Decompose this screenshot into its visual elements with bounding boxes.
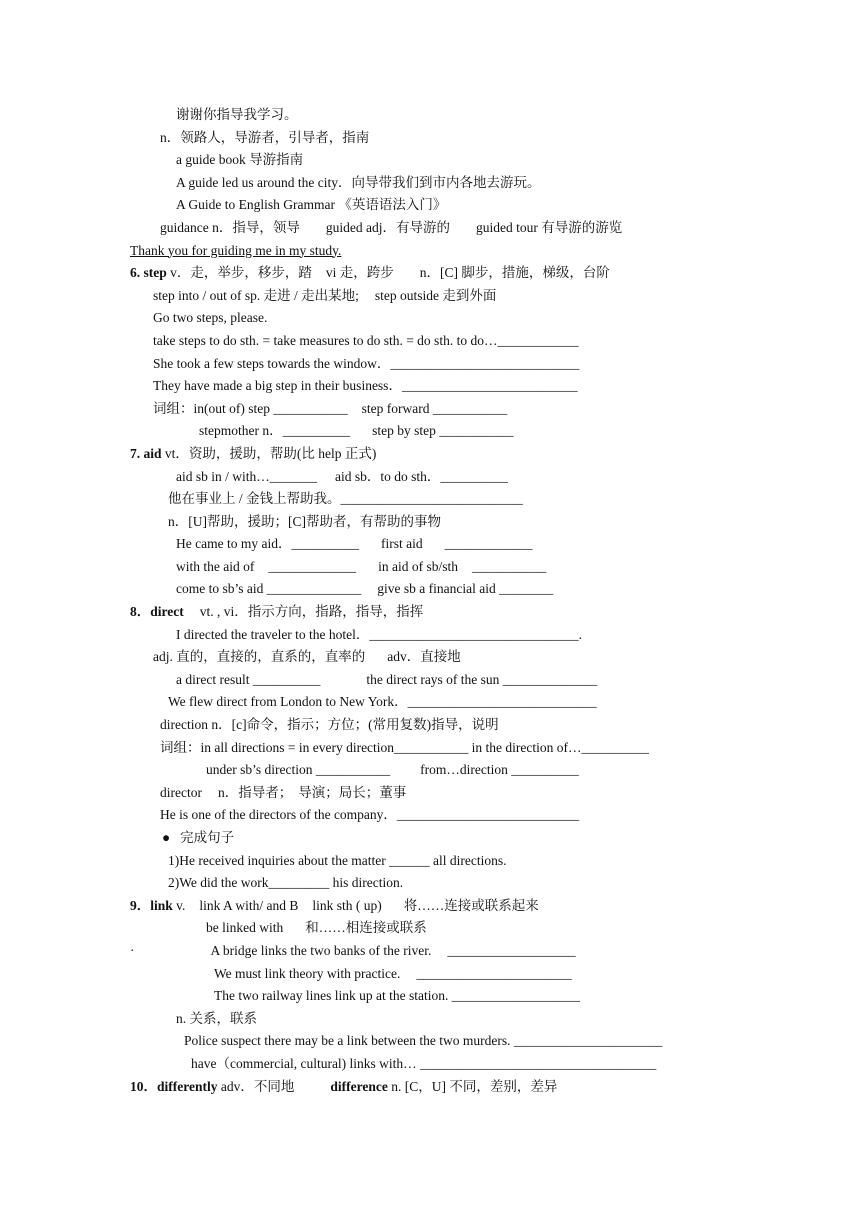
text-line <box>0 285 860 308</box>
text-line <box>0 307 860 330</box>
text-line <box>0 488 860 511</box>
text-run: n. 关系，联系 <box>176 1010 257 1026</box>
text-run: 10．differently <box>130 1078 218 1094</box>
text-run: 1)He received inquiries about the matter ______ all directions. <box>168 852 507 868</box>
text-run: the direct rays of the sun ______________ <box>366 671 598 687</box>
text-line <box>0 262 860 285</box>
text-run: 词组：in all directions = in every direction___________ in the direction of…__________ <box>160 739 650 755</box>
text-run: come to sb’s aid ______________ <box>176 581 362 597</box>
text-run: guidance n．指导，领导 <box>160 219 300 235</box>
text-run: He is one of the directors of the company．___________________________ <box>160 807 580 823</box>
text-run: in aid of sb/sth <box>378 558 458 574</box>
text-line <box>0 963 860 986</box>
text-line <box>0 104 860 127</box>
text-run: vt. , vi．指示方向，指路，指导，指挥 <box>199 604 424 620</box>
text-run: n．领路人，导游者，引导者，指南 <box>160 129 370 145</box>
text-line <box>0 217 860 240</box>
text-run: We must link theory with practice. <box>214 965 401 981</box>
text-line <box>0 872 860 895</box>
text-run: step outside 走到外面 <box>374 287 497 303</box>
text-run: 将……连接或联系起来 <box>403 897 539 913</box>
text-run: guided tour 有导游的游览 <box>475 219 623 235</box>
text-line <box>0 353 860 376</box>
text-line <box>0 646 860 669</box>
text-run: link sth ( up) <box>312 897 382 913</box>
text-line <box>0 1030 860 1053</box>
text-run: director <box>160 784 202 800</box>
document-page <box>0 104 860 1098</box>
text-line <box>0 466 860 489</box>
text-run: I directed the traveler to the hotel．_______________________________. <box>176 626 583 642</box>
text-line <box>0 691 860 714</box>
text-run: We flew direct from London to New York．____________________________ <box>168 694 597 710</box>
text-run: He came to my aid．__________ <box>176 536 359 552</box>
text-run: aid sb in / with…_______ <box>176 468 317 484</box>
text-line <box>0 669 860 692</box>
text-run: 他在事业上 / 金钱上帮助我。___________________________ <box>168 491 523 507</box>
text-line <box>0 533 860 556</box>
text-line <box>0 1053 860 1076</box>
text-run: A Guide to English Grammar 《英语语法入门》 <box>176 197 447 213</box>
text-run: a guide book 导游指南 <box>176 152 304 168</box>
text-run: be linked with <box>206 920 284 936</box>
text-run: 9．link <box>130 897 173 913</box>
text-run: ● <box>162 830 171 845</box>
text-line <box>0 172 860 195</box>
text-line <box>0 149 860 172</box>
text-line <box>0 511 860 534</box>
text-run: They have made a big step in their business．__________________________ <box>153 378 578 394</box>
text-run: 和……相连接或联系 <box>305 920 427 936</box>
text-run: with the aid of <box>176 558 255 574</box>
text-run: direction n．[c]命令，指示；方位；(常用复数)指导，说明 <box>160 717 499 733</box>
text-run: 导演；局长；董事 <box>298 784 407 800</box>
text-line <box>0 240 860 263</box>
text-run: 8．direct <box>130 604 184 620</box>
text-line <box>0 601 860 624</box>
text-run: Police suspect there may be a link between the two murders. ______________________ <box>184 1033 663 1049</box>
text-run: 完成句子 <box>180 830 235 845</box>
text-run: step by step ___________ <box>372 423 514 439</box>
text-run: guided adj．有导游的 <box>325 219 450 235</box>
text-line <box>0 443 860 466</box>
text-run: link A with/ and B <box>199 897 299 913</box>
text-run: step forward ___________ <box>361 400 508 416</box>
text-run: give sb a financial aid ________ <box>377 581 554 597</box>
text-run: take steps to do sth. = take measures to do sth. = do sth. to do…____________ <box>153 332 579 348</box>
text-line <box>0 420 860 443</box>
text-line <box>0 737 860 760</box>
text-run: stepmother n．__________ <box>199 423 351 439</box>
text-line <box>0 1008 860 1031</box>
text-run: _____________ <box>444 536 533 552</box>
text-line <box>0 398 860 421</box>
text-run: n．[C] 脚步，措施，梯级，台阶 <box>419 265 610 281</box>
text-run: adv．不同地 <box>217 1078 295 1094</box>
text-run: 2)We did the work_________ his direction. <box>168 875 404 891</box>
text-line <box>0 940 860 963</box>
text-line <box>0 330 860 353</box>
text-line <box>0 624 860 647</box>
text-line <box>0 714 860 737</box>
text-run: a direct result __________ <box>176 671 321 687</box>
text-line <box>0 375 860 398</box>
text-run: 7. aid <box>130 445 162 461</box>
text-run: aid sb．to do sth．__________ <box>335 468 508 484</box>
text-run: have（commercial, cultural) links with… ___________________________________ <box>191 1055 657 1071</box>
text-run: v．走，举步，移步，踏 <box>166 265 312 281</box>
text-run: difference <box>330 1078 388 1094</box>
text-line <box>0 850 860 873</box>
text-run: 6. step <box>130 265 167 281</box>
text-line <box>0 917 860 940</box>
text-run: ___________ <box>471 558 547 574</box>
text-line <box>0 1076 860 1099</box>
text-line <box>0 782 860 805</box>
text-line <box>0 194 860 217</box>
text-run: adv．直接地 <box>387 649 461 665</box>
text-run: from…direction __________ <box>420 762 579 778</box>
text-run: step into / out of sp. 走进 / 走出某地; <box>153 287 359 303</box>
text-run: ___________________ <box>447 942 576 958</box>
text-run: n．指导者； <box>217 784 293 800</box>
text-run: The two railway lines link up at the station. ___________________ <box>214 988 580 1004</box>
text-run: under sb’s direction ___________ <box>206 762 391 778</box>
text-run: adj. 直的，直接的，直系的，直率的 <box>153 649 366 665</box>
text-run: She took a few steps towards the window．____________________________ <box>153 355 580 371</box>
text-run: vi 走，跨步 <box>325 265 394 281</box>
text-run: vt．资助，援助，帮助(比 help 正式) <box>161 445 377 461</box>
text-run: · <box>130 942 135 958</box>
text-line <box>0 895 860 918</box>
text-run: _______________________ <box>416 965 572 981</box>
text-run: Thank you for guiding me in my study. <box>130 242 342 258</box>
text-run: n. [C，U] 不同，差别，差异 <box>387 1078 558 1094</box>
text-line <box>0 127 860 150</box>
text-run: v. <box>172 897 186 913</box>
text-run: Go two steps, please. <box>153 310 268 326</box>
text-line <box>0 804 860 827</box>
text-run: n．[U]帮助，援助；[C]帮助者，有帮助的事物 <box>168 513 441 529</box>
text-line <box>0 759 860 782</box>
text-line <box>0 827 860 850</box>
text-line <box>0 578 860 601</box>
text-line <box>0 985 860 1008</box>
text-run: A guide led us around the city．向导带我们到市内各地去游玩。 <box>176 174 541 190</box>
text-run: 谢谢你指导我学习。 <box>176 107 298 122</box>
text-run: first aid <box>380 536 423 552</box>
text-run: 词组：in(out of) step ___________ <box>153 400 348 416</box>
text-run: A bridge links the two banks of the river. <box>210 942 432 958</box>
text-run: _____________ <box>268 558 357 574</box>
text-line <box>0 556 860 579</box>
